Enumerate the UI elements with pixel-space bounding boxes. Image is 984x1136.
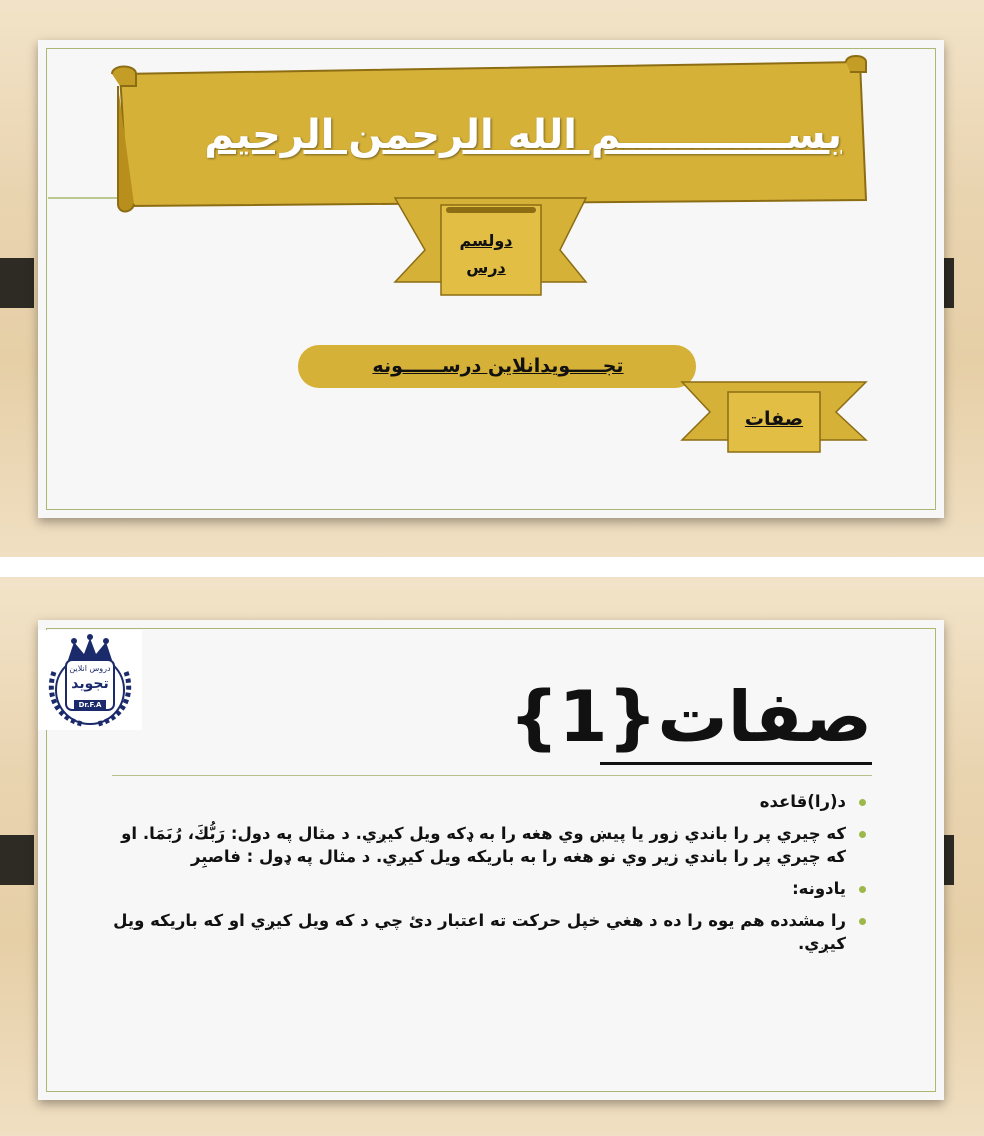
list-item <box>112 877 872 900</box>
bullet-dot-icon <box>859 799 866 806</box>
logo <box>38 630 142 730</box>
course-title: تجـــــویدانلاین درســــــونه <box>372 355 624 377</box>
list-item <box>112 909 872 955</box>
hanger-post-left <box>0 835 34 885</box>
slide-gap <box>0 557 984 577</box>
bullet-dot-icon <box>859 831 866 838</box>
title-underline <box>600 762 872 765</box>
logo-sub-text: Dr.F.A <box>78 701 102 709</box>
title-rule <box>112 775 872 776</box>
list-item <box>112 822 872 868</box>
list-item <box>112 790 872 813</box>
bullet-text: د(را)قاعده <box>759 792 846 811</box>
logo-top-text: دروس انلاين <box>69 664 111 673</box>
slide1-decor <box>0 0 984 557</box>
bullet-dot-icon <box>859 918 866 925</box>
banner-title: بســــــــــــم الله الرحمن الرحیم <box>204 112 842 158</box>
bullet-dot-icon <box>859 886 866 893</box>
lesson-label-line1: دولسم <box>459 231 513 250</box>
logo-main-text: تجويد <box>71 676 109 692</box>
bullet-text: يادونه: <box>792 879 846 898</box>
topic-label: صفات <box>744 408 804 430</box>
slide-title: صفات{1} <box>508 676 872 758</box>
bullet-text: را مشدده هم يوه را ده د هغي خپل حرکت ته اعتبار دئ چي د که ويل کيږي او که باريکه ويل کيږي. <box>113 911 846 953</box>
bullet-text: که چيري پر را باندي زور يا پيښ وي هغه را به ډکه ويل کيږي. د مثال په دول: رَبُّكَ، رُبَمَا. او که چيري پر را باندي زير وي نو هغه را به باريکه ويل کيږي. د مثال په ډول : فاصبِر <box>121 824 846 866</box>
bullet-list <box>112 790 872 964</box>
lesson-label-line2: درس <box>466 258 506 277</box>
